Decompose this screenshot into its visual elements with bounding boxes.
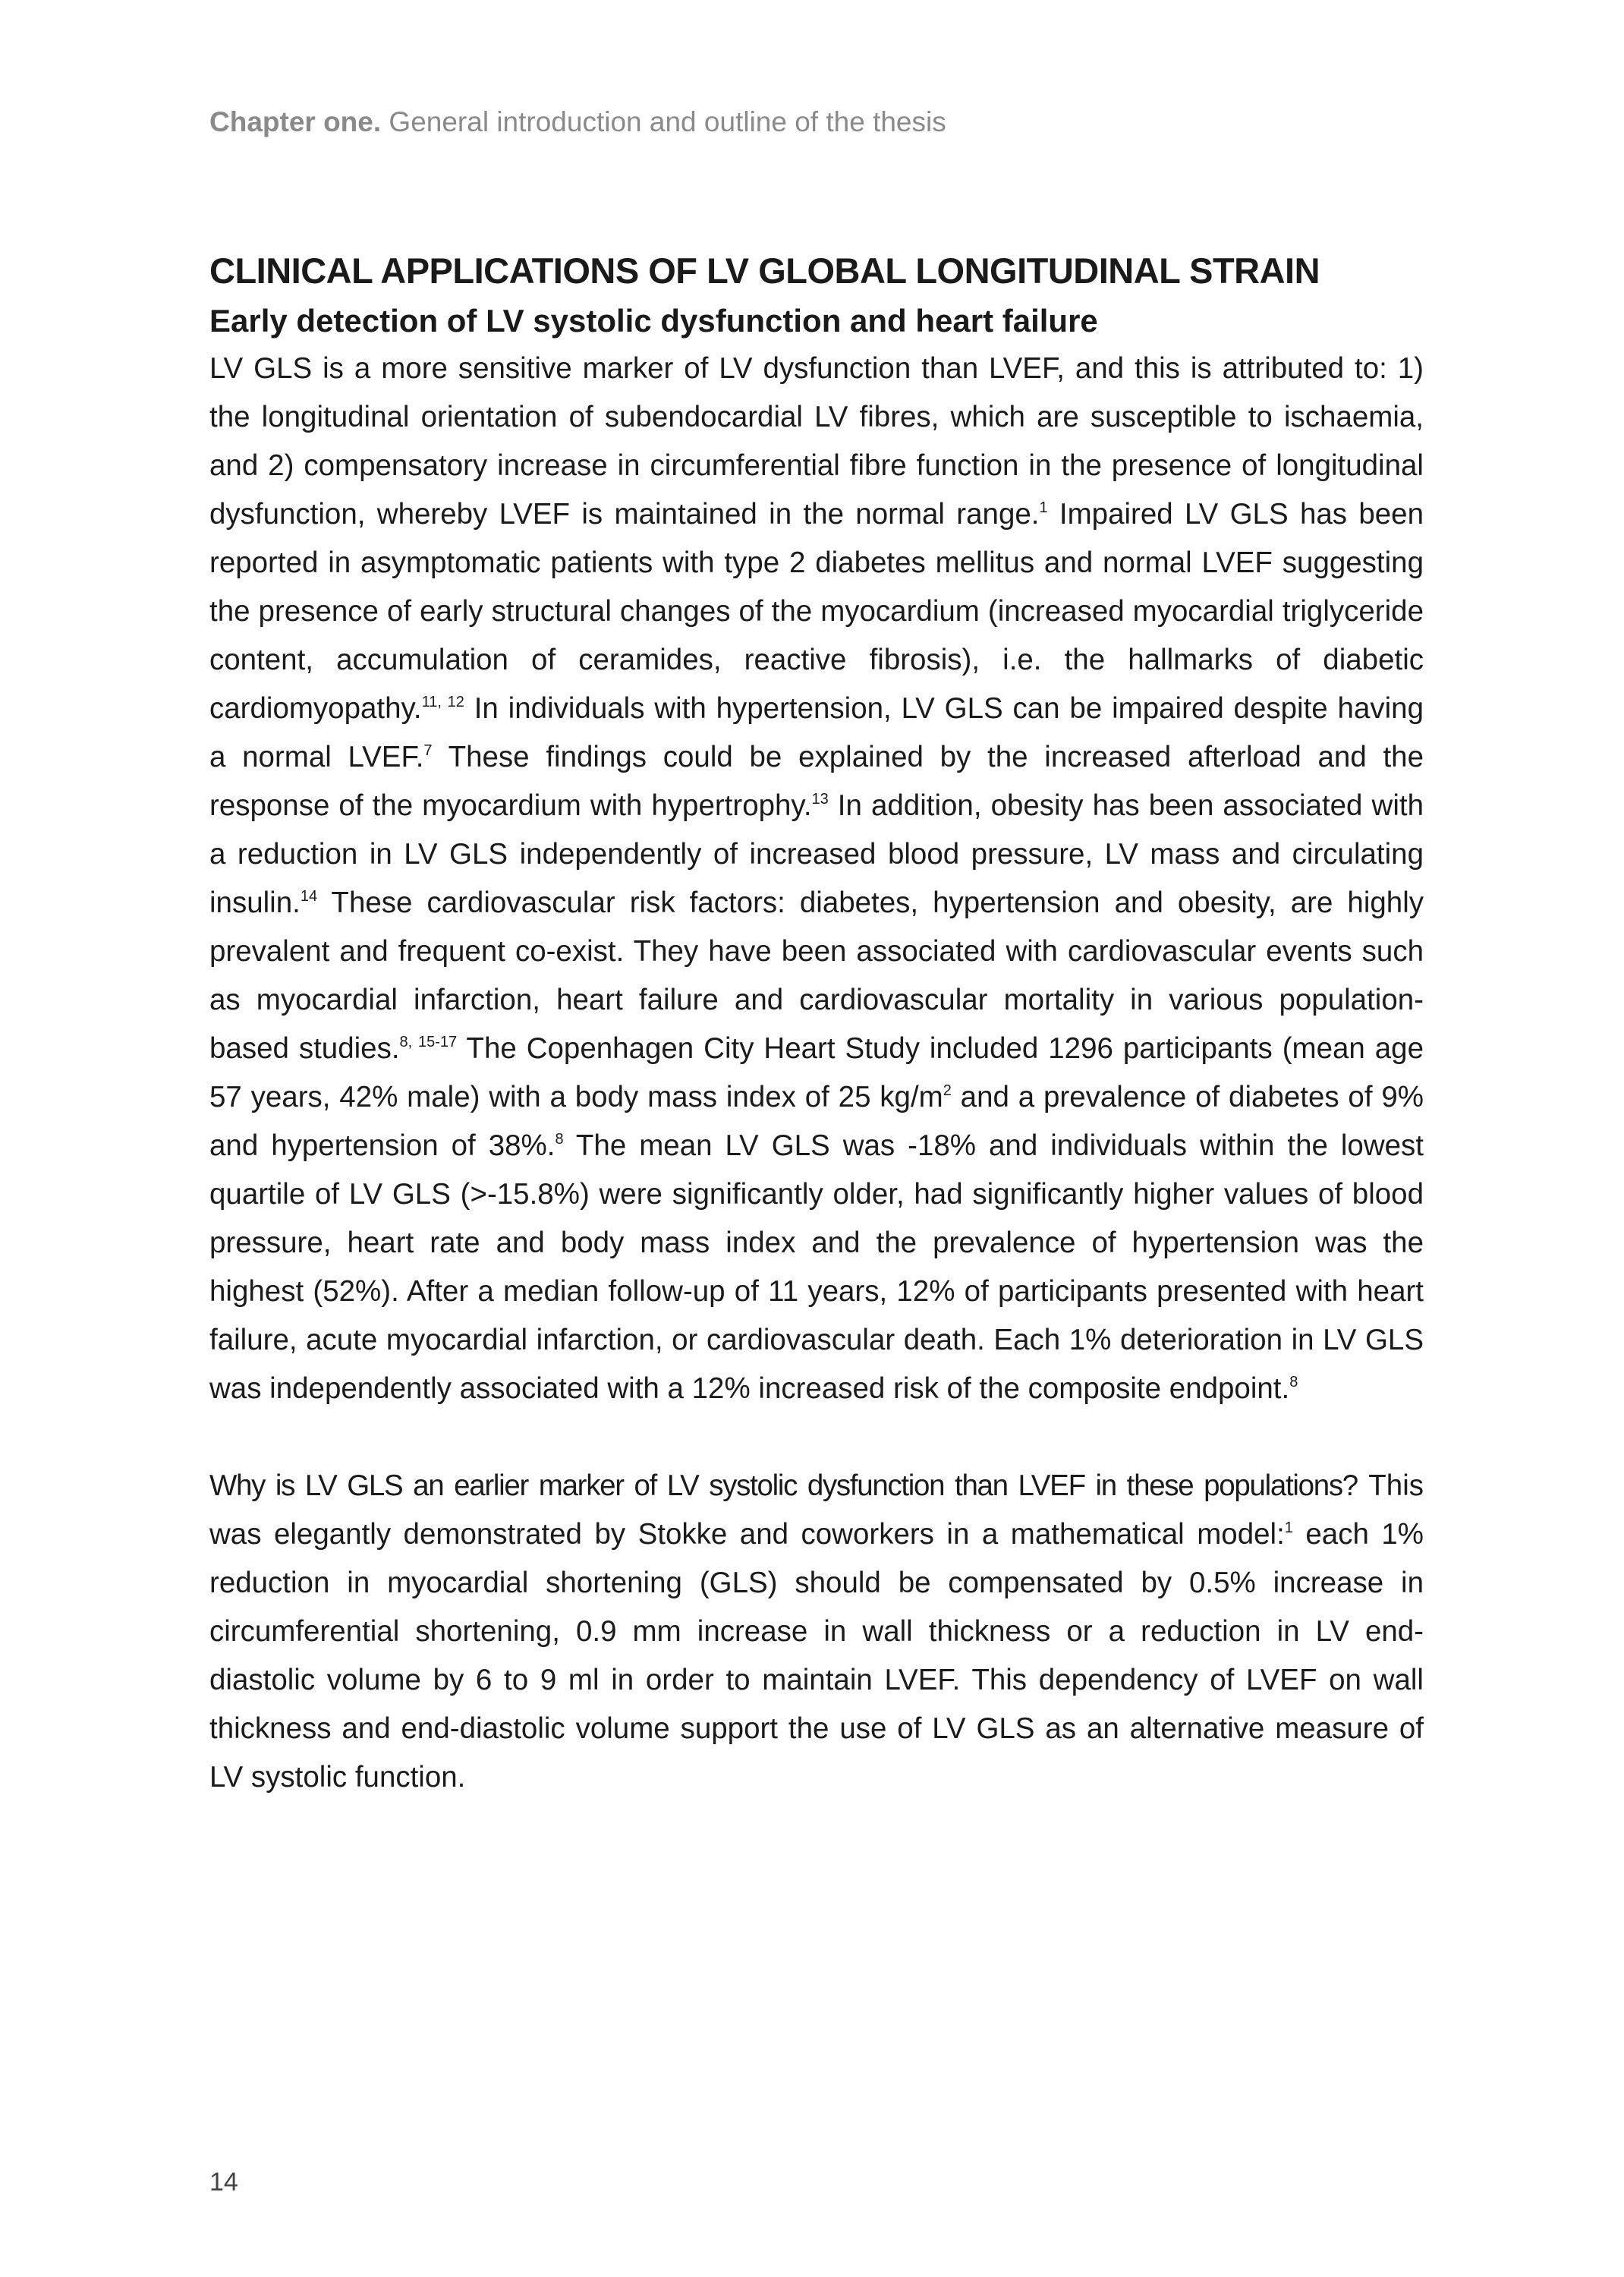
- chapter-title: General introduction and outline of the thesis: [389, 106, 946, 137]
- text-run: each 1% reduction in myocardial shortening (GLS) should be compensated by 0.5% increase in circumferential shortening, 0.9 mm increase in wall thickness or a reduction in LV end-diastolic volume by 6 to 9 ml in order to maintain LVEF. This dependency of LVEF on wall thickness and end-diastolic volume support the use of LV GLS as an alternative measure of LV systolic function.: [209, 1518, 1424, 1794]
- citation-superscript: 8: [555, 1131, 564, 1148]
- citation-superscript: 11, 12: [421, 694, 464, 710]
- citation-superscript: 14: [300, 888, 318, 905]
- text-run: These cardiovascular risk factors: diabetes, hypertension and obesity, are highly prevalent and frequent co-exist. They have been associated with cardiovascular events such as myocardial infarction, heart failure and cardiovascular mortality in various population-based studies.: [209, 887, 1424, 1065]
- lead-question: Why is LV GLS an earlier marker of LV systolic dysfunction than LVEF in these populations?: [209, 1469, 1358, 1502]
- chapter-label: Chapter one.: [209, 106, 382, 137]
- citation-superscript: 13: [811, 791, 829, 808]
- text-run: This was elegantly demonstrated by Stokke and coworkers in a mathematical model:: [209, 1469, 1424, 1551]
- text-run: In individuals with hypertension, LV GLS can be impaired despite having a normal LVEF.: [209, 692, 1424, 773]
- citation-superscript: 7: [423, 742, 433, 759]
- text-run: The Copenhagen City Heart Study included 1296 participants (mean age 57 years, 42% male) with a body mass index of 25 kg/m: [209, 1032, 1424, 1113]
- body-paragraph-1: [209, 345, 1424, 1413]
- text-run: These findings could be explained by the increased afterload and the response of the myocardium with hypertrophy.: [209, 741, 1424, 822]
- text-run: In addition, obesity has been associated with a reduction in LV GLS independently of increased blood pressure, LV mass and circulating insulin.: [209, 789, 1424, 919]
- subsection-title: Early detection of LV systolic dysfunction and heart failure: [209, 303, 1098, 339]
- citation-superscript: 1: [1039, 499, 1048, 516]
- unit-superscript: 2: [943, 1082, 952, 1099]
- running-header: [209, 106, 946, 138]
- text-run: Impaired LV GLS has been reported in asymptomatic patients with type 2 diabetes mellitus and normal LVEF suggesting the presence of early structural changes of the myocardium (increased myocardial triglyceride content, accumulation of ceramides, reactive fibrosis), i.e. the hallmarks of diabetic cardiomyopathy.: [209, 498, 1424, 725]
- page-content: [209, 244, 1424, 1802]
- page-number: 14: [209, 2168, 238, 2197]
- text-run: and a prevalence of diabetes of 9% and hypertension of 38%.: [209, 1081, 1424, 1162]
- citation-superscript: 8: [1289, 1374, 1298, 1390]
- body-paragraph-2: [209, 1462, 1424, 1802]
- text-run: The mean LV GLS was -18% and individuals within the lowest quartile of LV GLS (>-15.8%) were significantly older, had significantly higher values of blood pressure, heart rate and body mass index and the prevalence of hypertension was the highest (52%). After a median follow-up of 11 years, 12% of participants presented with heart failure, acute myocardial infarction, or cardiovascular death. Each 1% deterioration in LV GLS was independently associated with a 12% increased risk of the composite endpoint.: [209, 1129, 1424, 1405]
- section-title: CLINICAL APPLICATIONS OF LV GLOBAL LONGITUDINAL STRAIN: [209, 250, 1320, 291]
- citation-superscript: 8, 15-17: [399, 1034, 458, 1050]
- paragraph-spacer: [209, 1413, 1424, 1462]
- text-run: LV GLS is a more sensitive marker of LV dysfunction than LVEF, and this is attributed to: 1) the longitudinal orientation of subendocardial LV fibres, which are susceptible to ischaemia, and 2) compensatory increase in circumferential fibre function in the presence of longitudinal dysfunction, whereby LVEF is maintained in the normal range.: [209, 352, 1424, 531]
- citation-superscript: 1: [1284, 1520, 1293, 1536]
